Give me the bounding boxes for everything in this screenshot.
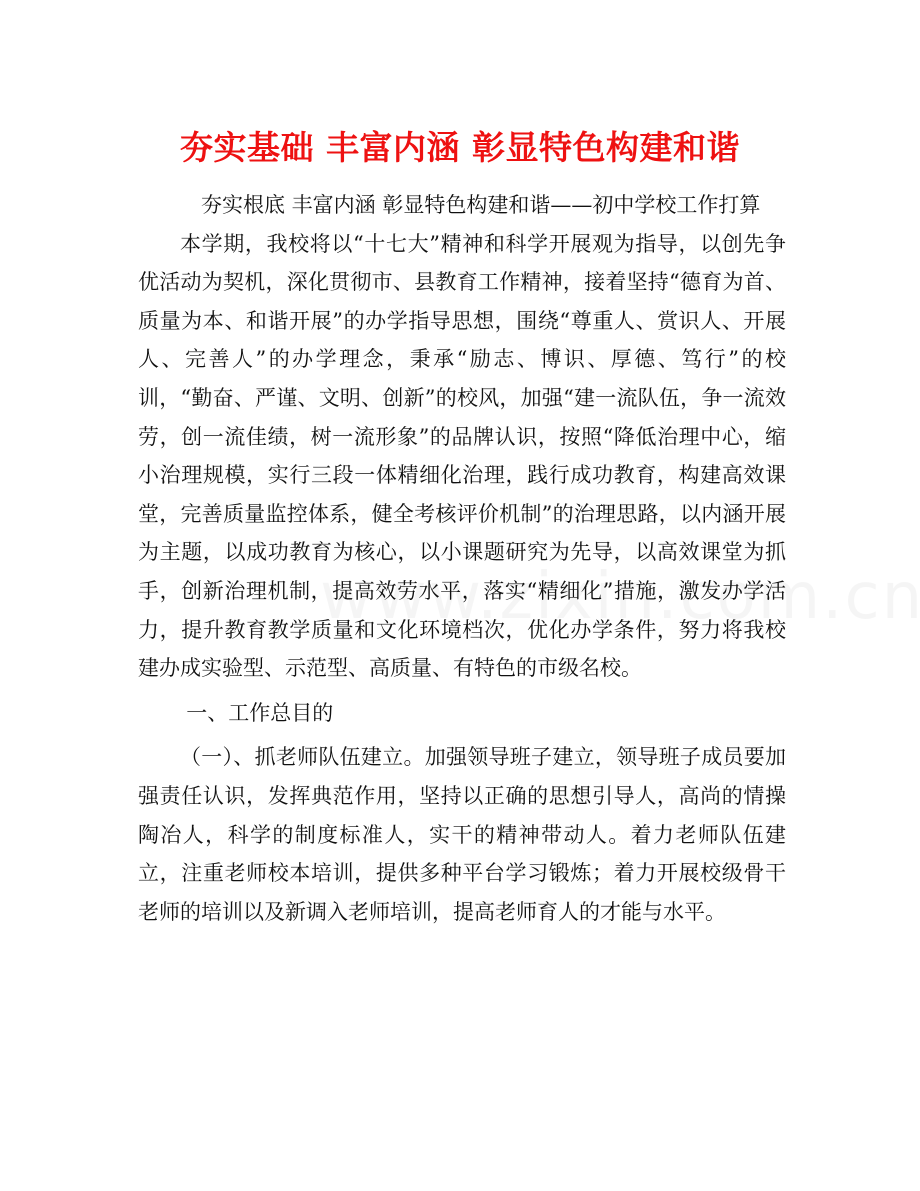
- document-body: [138, 186, 786, 931]
- document-title: 夯实基础 丰富内涵 彰显特色构建和谐: [180, 128, 740, 167]
- document-subtitle: 夯实根底 丰富内涵 彰显特色构建和谐——初中学校工作打算: [201, 193, 761, 217]
- section-heading: 一、工作总目的: [186, 700, 334, 725]
- paragraph-teacher-team: （一）、抓老师队伍建立。加强领导班子建立，领导班子成员要加强责任认识，发挥典范作用，坚持以正确的思想引导人，高尚的情操陶冶人，科学的制度标准人，实干的精神带动人。着力老师队伍建立，注重老师校本培训，提供多种平台学习锻炼；着力开展校级骨干老师的培训以及新调入老师培训，提高老师育人的才能与水平。: [138, 745, 786, 924]
- paragraph-intro: 本学期，我校将以“十七大”精神和科学开展观为指导，以创先争优活动为契机，深化贯彻市、县教育工作精神，接着坚持“德育为首、质量为本、和谐开展”的办学指导思想，围绕“尊重人、赏识人、开展人、完善人”的办学理念，秉承“励志、博识、厚德、笃行”的校训，“勤奋、严谨、文明、创新”的校风，加强“建一流队伍，争一流效劳，创一流佳绩，树一流形象”的品牌认识，按照“降低治理中心，缩小治理规模，实行三段一体精细化治理，践行成功教育，构建高效课堂，完善质量监控体系，健全考核评价机制”的治理思路，以内涵开展为主题，以成功教育为核心，以小课题研究为先导，以高效课堂为抓手，创新治理机制，提高效劳水平，落实“精细化”措施，激发办学活力，提升教育教学质量和文化环境档次，优化办学条件，努力将我校建办成实验型、示范型、高质量、有特色的市级名校。: [138, 231, 786, 681]
